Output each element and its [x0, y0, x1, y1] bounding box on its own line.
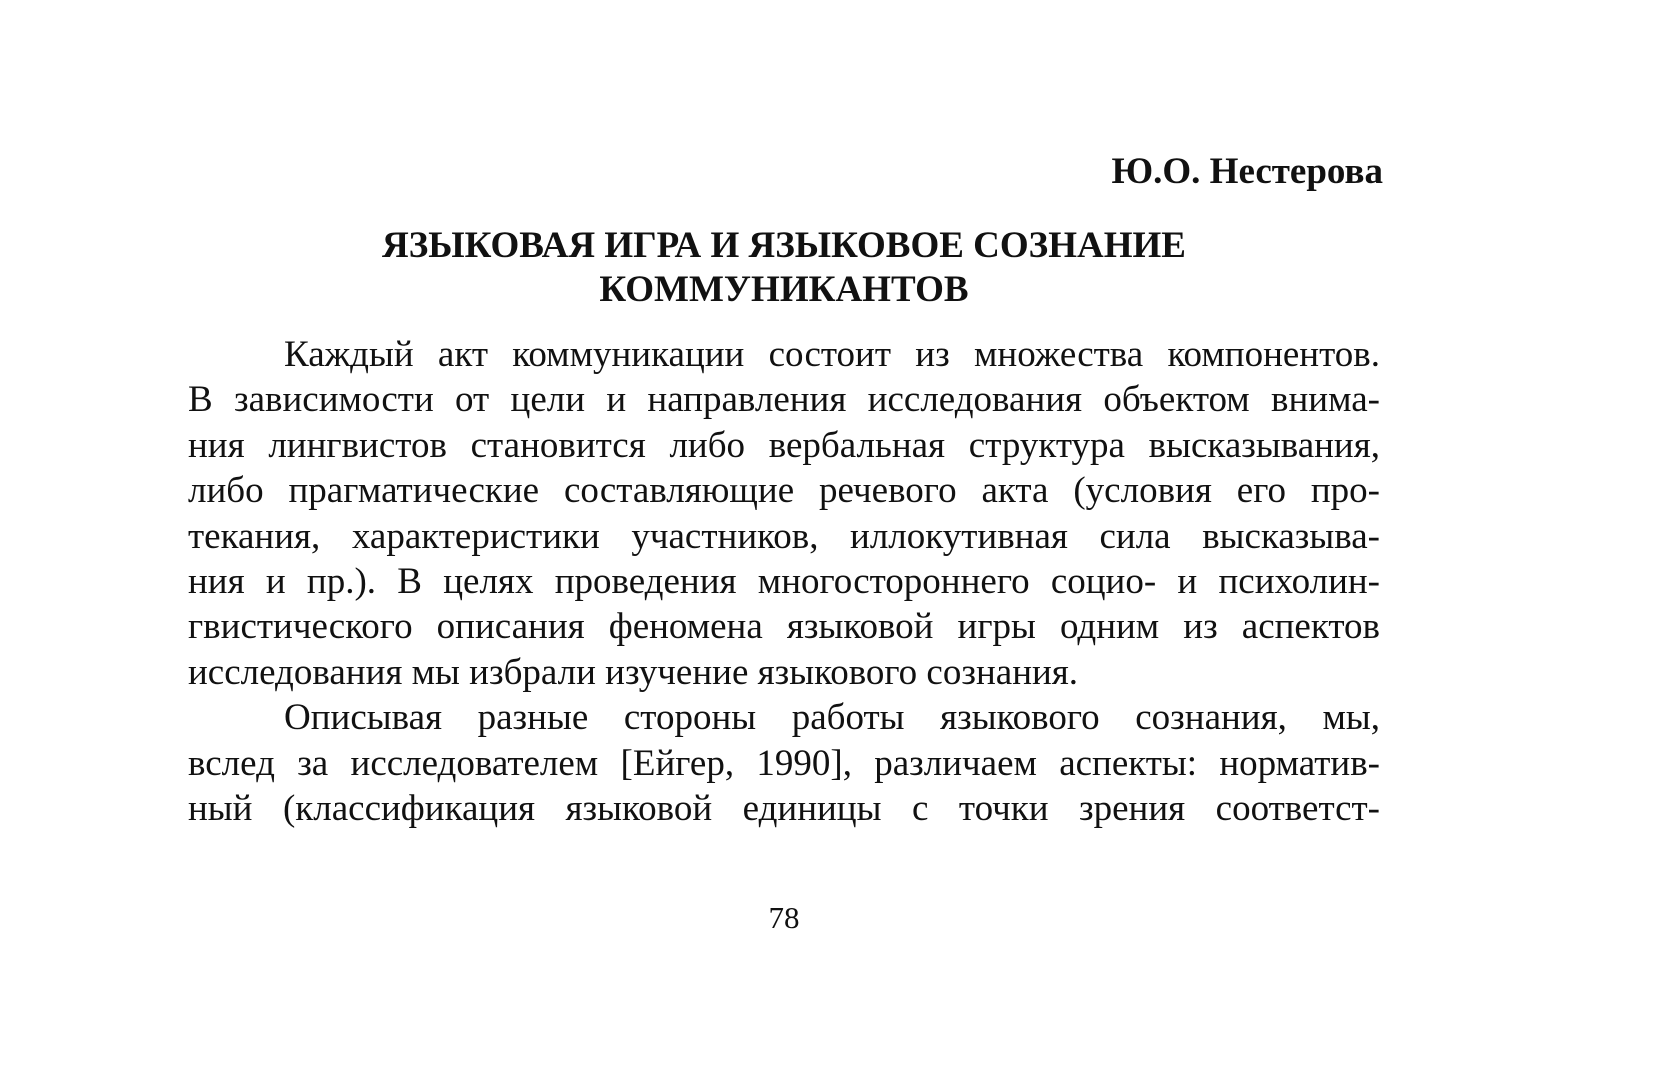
paragraph: [188, 695, 1380, 831]
text-line: ный (классификация языковой единицы с точки зрения соответст-: [188, 787, 1380, 829]
page-number: 78: [768, 900, 800, 935]
text-line: вслед за исследователем [Ейгер, 1990], различаем аспекты: норматив-: [188, 742, 1380, 784]
text-line: исследования мы избрали изучение языкового сознания.: [188, 651, 1079, 693]
text-line: В зависимости от цели и направления исследования объектом внима-: [188, 379, 1380, 421]
article-title: [188, 224, 1380, 312]
text-line: Каждый акт коммуникации состоит из множества компонентов.: [284, 334, 1380, 375]
text-line: гвистического описания феномена языковой игры одним из аспектов: [188, 606, 1380, 648]
text-line: Описывая разные стороны работы языкового сознания, мы,: [284, 697, 1380, 739]
author-name: Ю.О. Нестерова: [1111, 151, 1383, 192]
text-line: ния лингвистов становится либо вербальная структура высказывания,: [188, 424, 1380, 466]
title-line: КОММУНИКАНТОВ: [599, 269, 969, 310]
article-body: [188, 332, 1380, 831]
paragraph: [188, 332, 1380, 695]
text-line: ния и пр.). В целях проведения многостороннего социо- и психолин-: [188, 560, 1380, 602]
title-line: ЯЗЫКОВАЯ ИГРА И ЯЗЫКОВОЕ СОЗНАНИЕ: [382, 225, 1186, 266]
text-line: либо прагматические составляющие речевого акта (условия его про-: [188, 470, 1380, 512]
text-line: текания, характеристики участников, иллокутивная сила высказыва-: [188, 515, 1380, 557]
